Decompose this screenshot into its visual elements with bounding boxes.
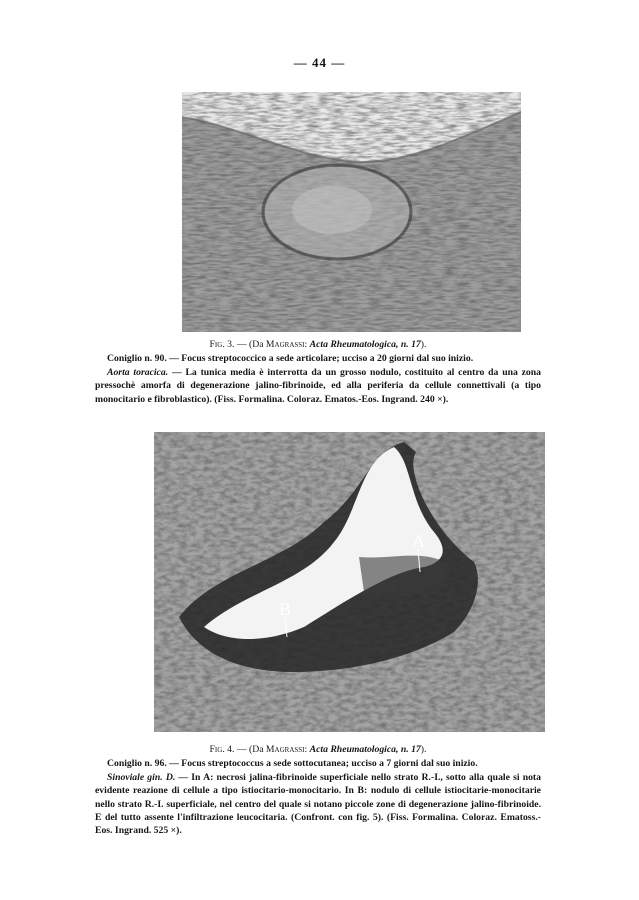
figure-3-title: Fig. 3. — (Da Magrassi: Acta Rheumatologica, n. 17). <box>209 339 427 350</box>
figure-4-micrograph <box>154 432 545 732</box>
figure-4-caption <box>95 743 541 838</box>
page-number: — 44 — <box>293 55 346 70</box>
figure-3-micrograph <box>182 92 521 332</box>
figure-4-line-1: Coniglio n. 96. — Focus streptococcus a sede sottocutanea; ucciso a 7 giorni dal suo inizio. <box>107 758 478 770</box>
figure-4-title: Fig. 4. — (Da Magrassi: Acta Rheumatologica, n. 17). <box>209 744 427 755</box>
marker-b-label: B <box>279 599 292 619</box>
marker-a-label: A <box>412 531 425 551</box>
figure-3-line-2: Aorta toracica. — La tunica media è interrotta da un grosso nodulo, costituito al centro da una zona pressochè amorfa di degenerazione jalino-fibrinoide, ed alla periferia da cellule connettivali (a tipo monocitario e fibroblastico). (Fiss. Formalina. Coloraz. Ematos.-Eos. Ingrand. 240 ×). <box>95 366 542 405</box>
figure-4-line-2: Sinoviale gin. D. — In A: necrosi jalina-fibrinoide superficiale nello strato R.-I., sotto alla quale si nota evidente reazione di cellule a tipo istiocitario-monocitario. In B: nodulo di cellule istiocitarie-monocitarie nello strato R.-I. superficiale, nel centro del quale si notano piccole zone di degenerazione jalino-fibrinoide. E del tutto assente l'infiltrazione leucocitaria. (Confront. con fig. 5). (Fiss. Formalina. Coloraz. Ematoss.-Eos. Ingrand. 525 ×). <box>95 771 542 837</box>
figure-3-line-1: Coniglio n. 90. — Focus streptococcico a sede articolare; ucciso a 20 giorni dal suo inizio. <box>107 353 474 365</box>
figure-3-italic-lead: Aorta toracica. <box>107 366 169 378</box>
figure-3-caption <box>95 338 541 406</box>
